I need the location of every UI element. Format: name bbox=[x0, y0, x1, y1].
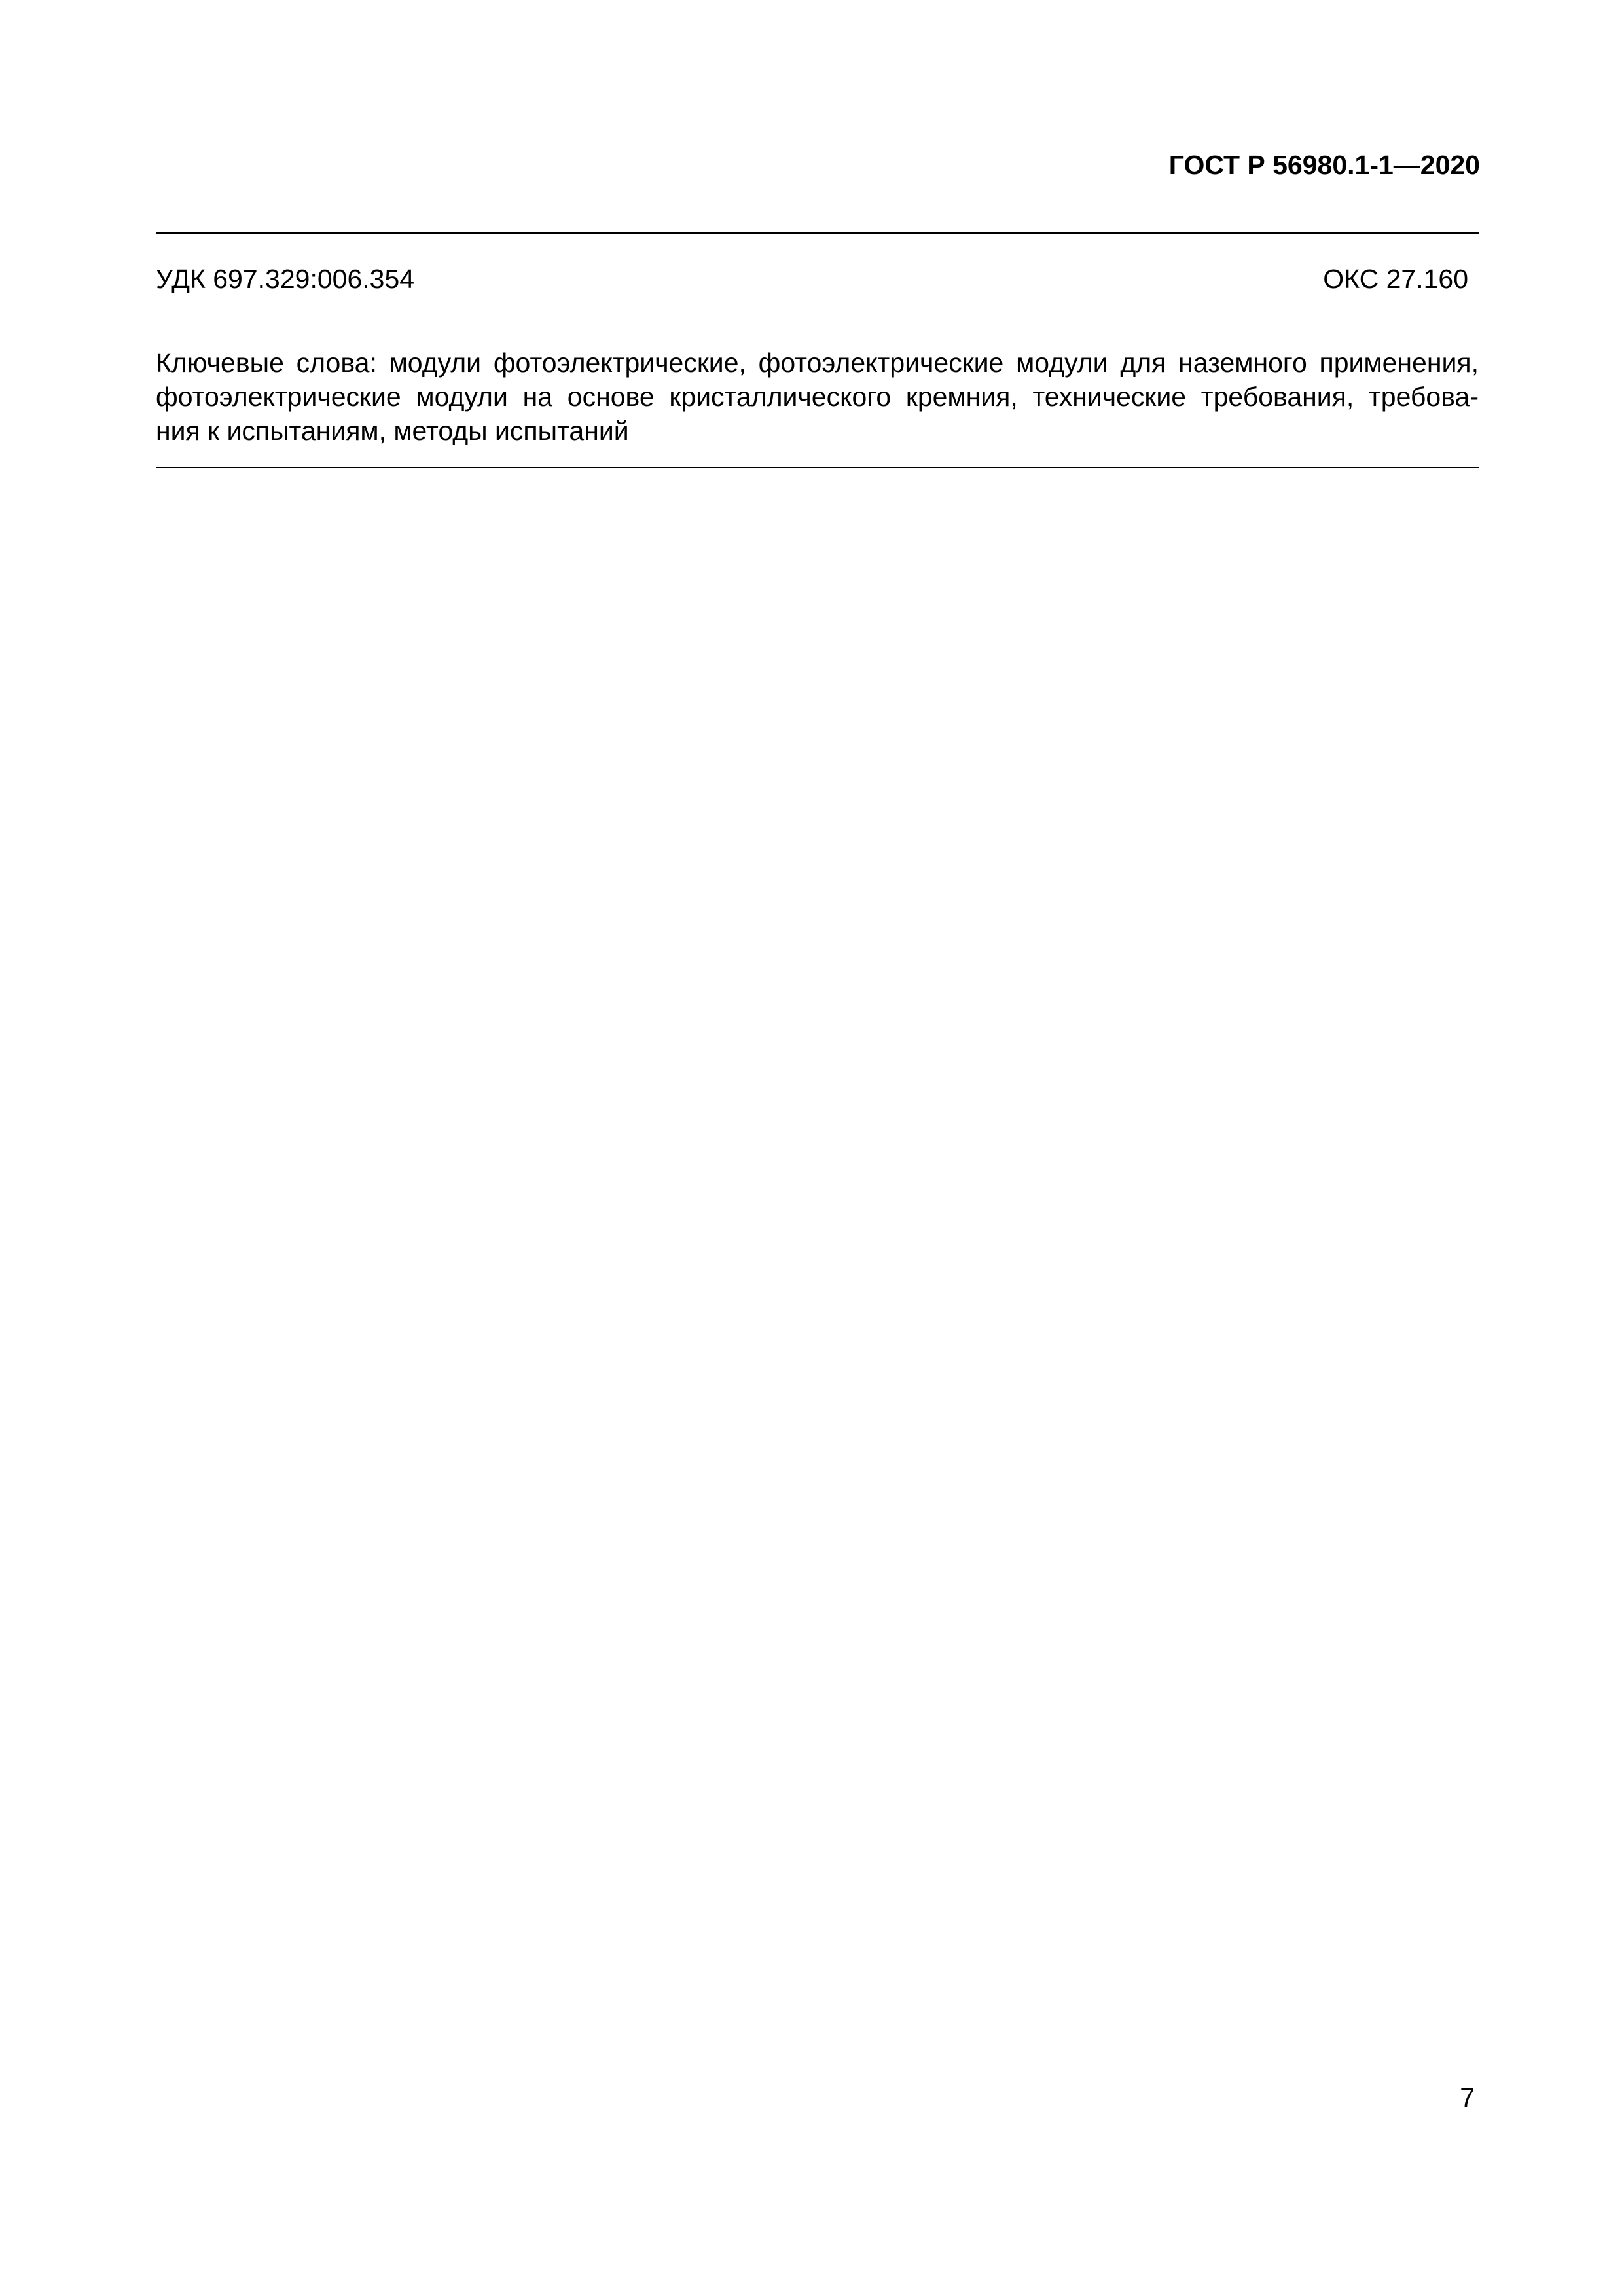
keywords-line: фотоэлектрические модули на основе кристаллического кремния, технические требования, требова- bbox=[156, 382, 1479, 412]
page-number: 7 bbox=[1460, 2083, 1475, 2113]
document-number-header: ГОСТ Р 56980.1-1—2020 bbox=[1168, 150, 1480, 180]
top-divider bbox=[156, 232, 1479, 234]
keywords-line: ния к испытаниям, методы испытаний bbox=[156, 416, 629, 446]
oks-code: ОКС 27.160 bbox=[1323, 264, 1468, 294]
bottom-divider bbox=[156, 467, 1479, 468]
keywords-line: Ключевые слова: модули фотоэлектрические, фотоэлектрические модули для наземного применения, bbox=[156, 348, 1479, 378]
udk-code: УДК 697.329:006.354 bbox=[156, 264, 415, 294]
keywords-block bbox=[156, 346, 1479, 448]
